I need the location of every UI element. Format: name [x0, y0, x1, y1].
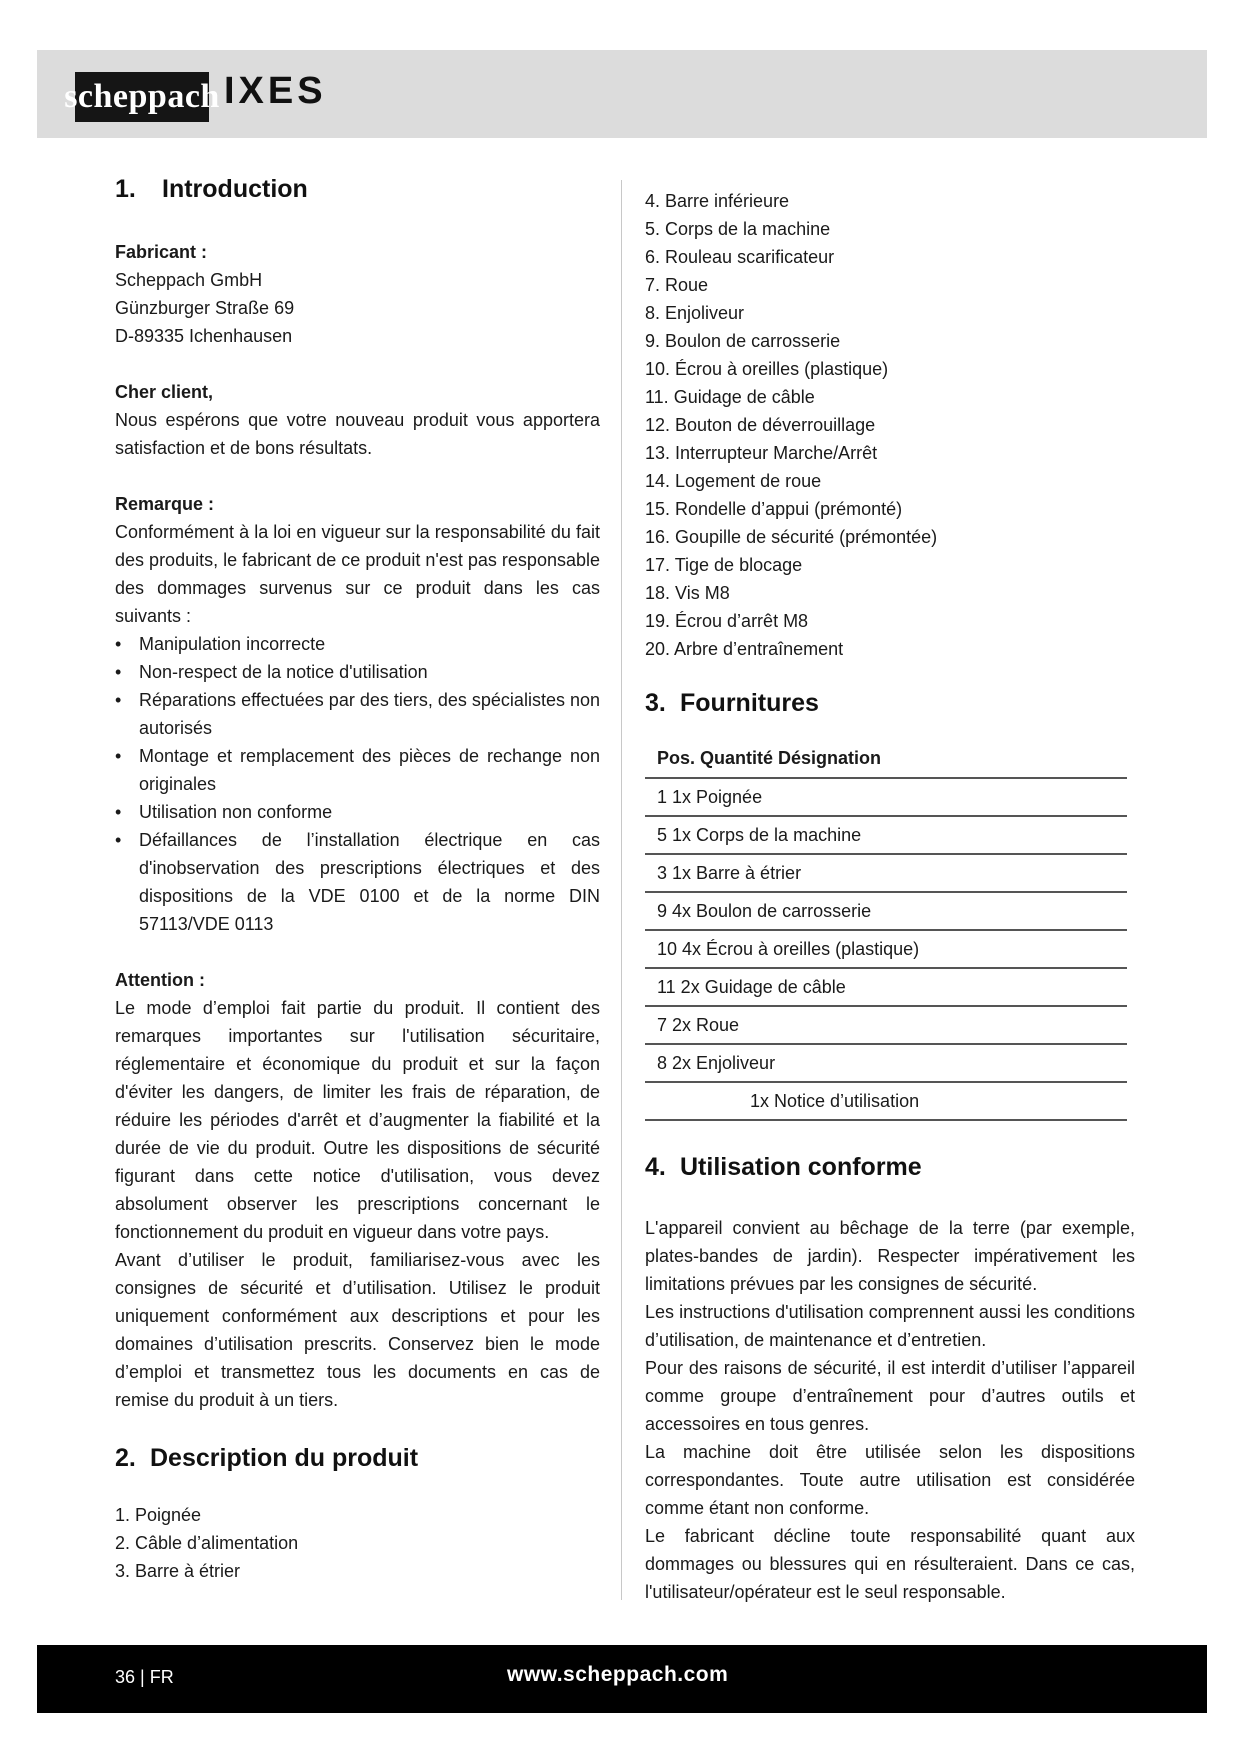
list-item: • Réparations effectuées par des tiers, des spécialistes non autorisés	[115, 686, 600, 742]
table-row	[645, 1006, 1127, 1044]
list-item: 4. Barre inférieure	[645, 191, 790, 211]
remark-bullet-list	[115, 630, 600, 938]
list-item: 1. Poignée	[115, 1505, 202, 1525]
manufacturer-line: Scheppach GmbH	[115, 270, 263, 290]
manufacturer-line: Günzburger Straße 69	[115, 298, 295, 318]
list-item: • Montage et remplacement des pièces de rechange non originales	[115, 742, 600, 798]
list-item: 5. Corps de la machine	[645, 219, 831, 239]
list-item: • Défaillances de l’installation électrique en cas d'inobservation des prescriptions électriques et des dispositions de la VDE 0100 et de la norme DIN 57113/VDE 0113	[115, 826, 600, 938]
parts-list-right	[645, 187, 1135, 663]
page-number: 36 | FR	[115, 1667, 174, 1687]
remark-text: Conformément à la loi en vigueur sur la responsabilité du fait des produits, le fabricant de ce produit n'est pas responsable des dommages survenus sur ce produit dans les cas suivants :	[115, 522, 600, 626]
dear-client-label: Cher client,	[115, 382, 214, 402]
table-row	[645, 930, 1127, 968]
table-row	[645, 854, 1127, 892]
page-header	[37, 50, 1207, 138]
table-row	[645, 1044, 1127, 1082]
list-item: 19. Écrou d’arrêt M8	[645, 611, 809, 631]
remark-label: Remarque :	[115, 494, 215, 514]
left-column	[115, 175, 600, 1585]
list-item: 8. Enjoliveur	[645, 303, 745, 323]
list-item: • Non-respect de la notice d'utilisation	[115, 658, 600, 686]
ixes-logo: IXES	[224, 70, 327, 112]
list-item: 17. Tige de blocage	[645, 555, 803, 575]
list-item: 9. Boulon de carrosserie	[645, 331, 841, 351]
list-item: • Utilisation non conforme	[115, 798, 600, 826]
manufacturer-line: D-89335 Ichenhausen	[115, 326, 293, 346]
table-cell: 7 2x Roue	[645, 1006, 1127, 1044]
manufacturer-label: Fabricant :	[115, 242, 208, 262]
attention-label: Attention :	[115, 970, 205, 990]
supplies-heading: 3. Fournitures	[645, 689, 819, 717]
table-header-row	[645, 740, 1127, 778]
usage-text: La machine doit être utilisée selon les dispositions correspondantes. Toute autre utilisation est considérée comme étant non conforme.	[645, 1442, 1135, 1518]
list-item: 16. Goupille de sécurité (prémontée)	[645, 527, 938, 547]
table-cell: 5 1x Corps de la machine	[645, 816, 1127, 854]
usage-text: Pour des raisons de sécurité, il est interdit d’utiliser l’appareil comme groupe d’entraînement pour d’autres outils et accessoires en tous genres.	[645, 1358, 1135, 1434]
right-column	[645, 175, 1135, 1606]
table-cell: 10 4x Écrou à oreilles (plastique)	[645, 930, 1127, 968]
supplies-table	[645, 740, 1127, 1121]
table-cell: 11 2x Guidage de câble	[645, 968, 1127, 1006]
table-row	[645, 1082, 1127, 1120]
table-row	[645, 892, 1127, 930]
parts-list-left	[115, 1501, 600, 1585]
usage-text: Le fabricant décline toute responsabilité quant aux dommages ou blessures qui en résulteraient. Dans ce cas, l'utilisateur/opérateur est le seul responsable.	[645, 1526, 1135, 1602]
table-row	[645, 816, 1127, 854]
list-item: 10. Écrou à oreilles (plastique)	[645, 359, 889, 379]
usage-text: L'appareil convient au bêchage de la terre (par exemple, plates-bandes de jardin). Respecter impérativement les limitations prévues par les consignes de sécurité.	[645, 1218, 1135, 1294]
attention-text: Le mode d’emploi fait partie du produit. Il contient des remarques importantes sur l'utilisation sécuritaire, réglementaire et économique du produit et sur la façon d'éviter les dangers, de limiter les frais de réparation, de réduire les périodes d'arrêt et d’augmenter la fiabilité et la durée de vie du produit. Outre les dispositions de sécurité figurant dans cette notice d'utilisation, vous devez absolument observer les prescriptions concernant le fonctionnement du produit en vigueur dans votre pays.	[115, 998, 600, 1242]
table-row	[645, 968, 1127, 1006]
table-cell: 3 1x Barre à étrier	[645, 854, 1127, 892]
table-row	[645, 778, 1127, 816]
list-item: 11. Guidage de câble	[645, 387, 815, 407]
usage-heading: 4. Utilisation conforme	[645, 1153, 922, 1181]
page-footer	[37, 1645, 1207, 1713]
website-link[interactable]: www.scheppach.com	[507, 1663, 729, 1686]
list-item: 15. Rondelle d’appui (prémonté)	[645, 499, 903, 519]
table-cell: 1x Notice d’utilisation	[645, 1082, 1127, 1120]
list-item: 7. Roue	[645, 275, 709, 295]
usage-text: Les instructions d'utilisation comprennent aussi les conditions d’utilisation, de maintenance et d’entretien.	[645, 1302, 1135, 1350]
intro-heading: 1. Introduction	[115, 175, 308, 203]
attention-text: Avant d’utiliser le produit, familiarisez-vous avec les consignes de sécurité et d’utilisation. Utilisez le produit uniquement conformément aux descriptions et pour les domaines d’utilisation prescrits. Conservez bien le mode d’emploi et transmettez tous les documents en cas de remise du produit à un tiers.	[115, 1250, 600, 1410]
column-divider	[621, 180, 622, 1600]
dear-client-text: Nous espérons que votre nouveau produit vous apportera satisfaction et de bons résultats.	[115, 410, 600, 458]
description-heading: 2. Description du produit	[115, 1444, 419, 1472]
table-cell: 9 4x Boulon de carrosserie	[645, 892, 1127, 930]
list-item: 2. Câble d’alimentation	[115, 1533, 299, 1553]
list-item: 3. Barre à étrier	[115, 1561, 241, 1581]
list-item: 14. Logement de roue	[645, 471, 822, 491]
list-item: 13. Interrupteur Marche/Arrêt	[645, 443, 878, 463]
table-cell: 8 2x Enjoliveur	[645, 1044, 1127, 1082]
list-item: 18. Vis M8	[645, 583, 730, 603]
scheppach-logo: scheppach	[75, 72, 209, 122]
list-item: 6. Rouleau scarificateur	[645, 247, 835, 267]
list-item: 12. Bouton de déverrouillage	[645, 415, 876, 435]
table-header: Pos. Quantité Désignation	[645, 740, 1127, 778]
list-item: 20. Arbre d’entraînement	[645, 639, 844, 659]
list-item: • Manipulation incorrecte	[115, 630, 600, 658]
table-cell: 1 1x Poignée	[645, 778, 1127, 816]
